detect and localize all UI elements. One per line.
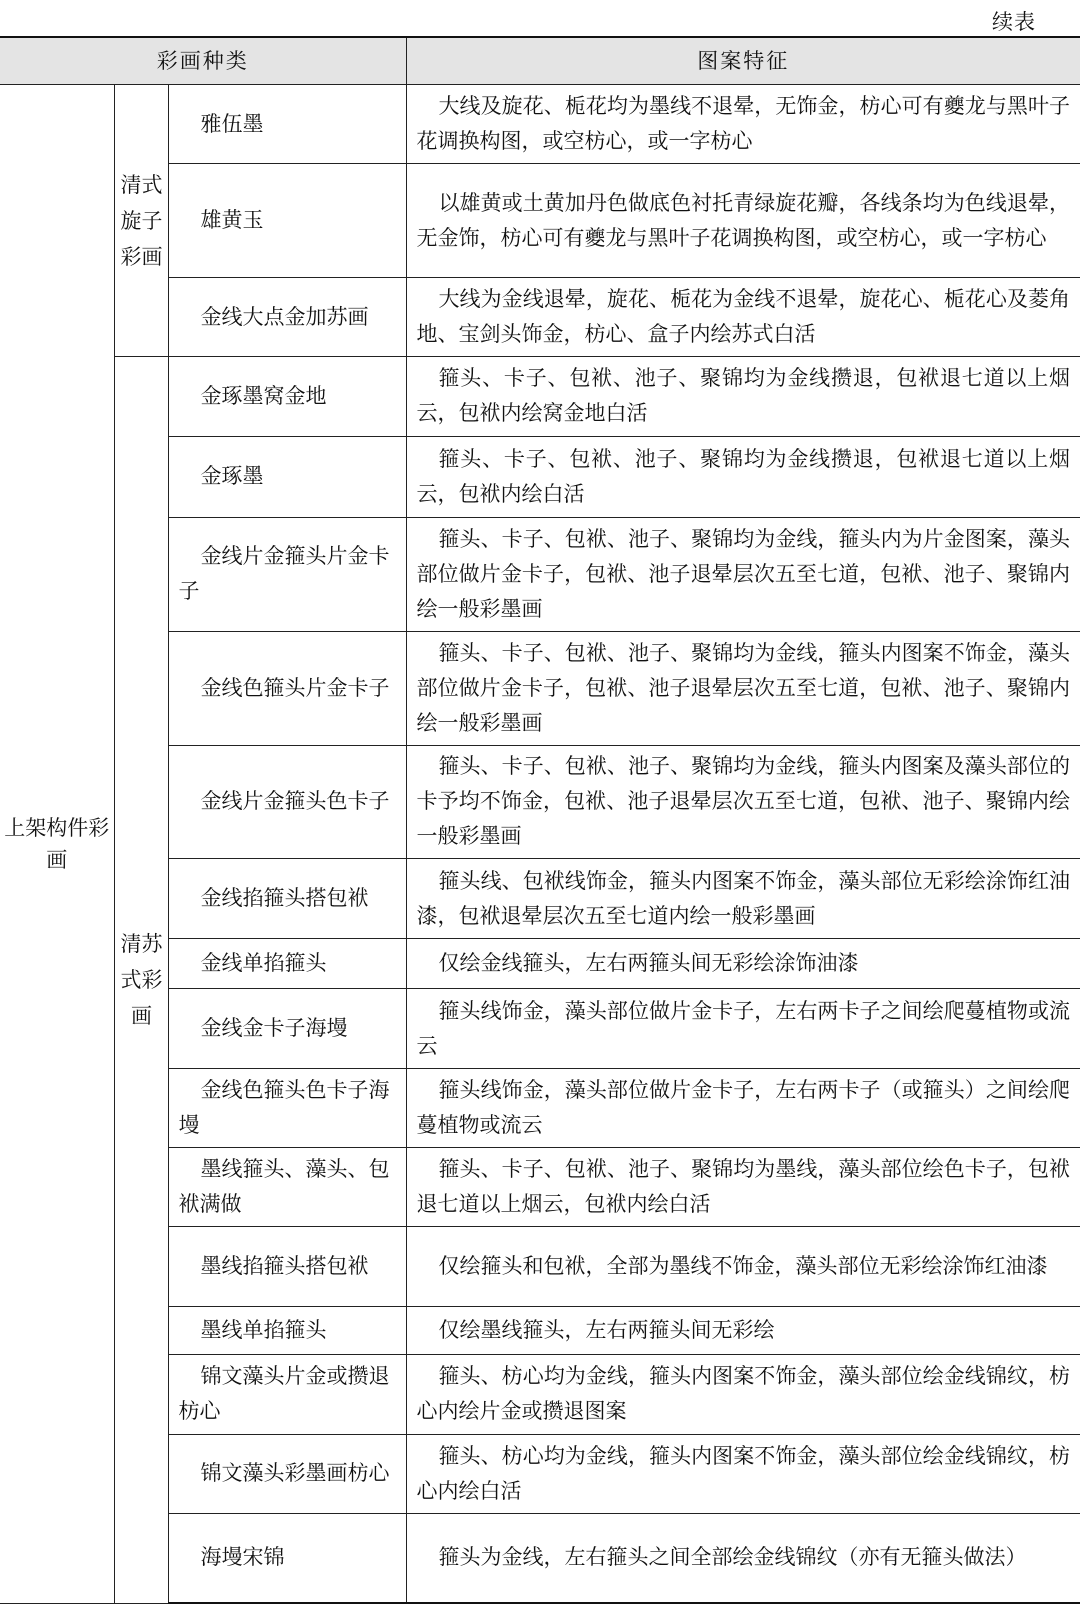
row-name: 墨线箍头、藻头、包袱满做 bbox=[168, 1148, 406, 1227]
row-name: 金线单掐箍头 bbox=[168, 938, 406, 989]
row-desc: 箍头、卡子、包袱、池子、聚锦均为金线，箍头内图案不饰金，藻头部位做片金卡子，包袱、池子退晕层次五至七道，包袱、池子、聚锦内绘一般彩墨画 bbox=[406, 631, 1080, 745]
row-desc: 大线及旋花、栀花均为墨线不退晕，无饰金，枋心可有夔龙与黑叶子花调换构图，或空枋心，或一字枋心 bbox=[406, 85, 1080, 164]
row-desc: 箍头为金线，左右箍头之间全部绘金线锦纹（亦有无箍头做法） bbox=[406, 1513, 1080, 1603]
table-header-row bbox=[0, 37, 1080, 85]
row-desc: 仅绘箍头和包袱，全部为墨线不饰金，藻头部位无彩绘涂饰红油漆 bbox=[406, 1227, 1080, 1306]
row-name: 海墁宋锦 bbox=[168, 1513, 406, 1603]
group-xuanzi: 清式旋子彩画 bbox=[114, 85, 168, 357]
painting-types-table bbox=[0, 36, 1080, 1604]
table-row bbox=[0, 85, 1080, 164]
row-name: 金线色箍头片金卡子 bbox=[168, 631, 406, 745]
row-desc: 大线为金线退晕，旋花、栀花为金线不退晕，旋花心、栀花心及菱角地、宝剑头饰金，枋心、盒子内绘苏式白活 bbox=[406, 278, 1080, 357]
group-top: 上架构件彩画 bbox=[0, 85, 114, 1604]
row-desc: 以雄黄或土黄加丹色做底色衬托青绿旋花瓣，各线条均为色线退晕，无金饰，枋心可有夔龙与黑叶子花调换构图，或空枋心，或一字枋心 bbox=[406, 164, 1080, 278]
row-desc: 箍头、卡子、包袱、池子、聚锦均为金线攒退，包袱退七道以上烟云，包袱内绘白活 bbox=[406, 436, 1080, 517]
row-desc: 箍头、枋心均为金线，箍头内图案不饰金，藻头部位绘金线锦纹，枋心内绘白活 bbox=[406, 1434, 1080, 1513]
row-desc: 箍头、卡子、包袱、池子、聚锦均为金线，箍头内图案及藻头部位的卡予均不饰金，包袱、池子退晕层次五至七道，包袱、池子、聚锦内绘一般彩墨画 bbox=[406, 745, 1080, 859]
row-name: 金线片金箍头片金卡子 bbox=[168, 517, 406, 631]
row-name: 墨线单掐箍头 bbox=[168, 1306, 406, 1355]
header-feature: 图案特征 bbox=[406, 37, 1080, 85]
row-name: 锦文藻头彩墨画枋心 bbox=[168, 1434, 406, 1513]
row-desc: 箍头、卡子、包袱、池子、聚锦均为墨线，藻头部位绘色卡子，包袱退七道以上烟云，包袱内绘白活 bbox=[406, 1148, 1080, 1227]
row-desc: 箍头线饰金，藻头部位做片金卡子，左右两卡子之间绘爬蔓植物或流云 bbox=[406, 989, 1080, 1068]
table-row bbox=[0, 357, 1080, 436]
row-name: 墨线掐箍头搭包袱 bbox=[168, 1227, 406, 1306]
continued-label: 续表 bbox=[992, 10, 1036, 34]
row-name: 金琢墨 bbox=[168, 436, 406, 517]
row-name: 金线色箍头色卡子海墁 bbox=[168, 1068, 406, 1147]
row-name: 金线片金箍头色卡子 bbox=[168, 745, 406, 859]
row-name: 金线大点金加苏画 bbox=[168, 278, 406, 357]
row-desc: 仅绘金线箍头，左右两箍头间无彩绘涂饰油漆 bbox=[406, 938, 1080, 989]
row-name: 金线掐箍头搭包袱 bbox=[168, 859, 406, 938]
row-name: 锦文藻头片金或攒退枋心 bbox=[168, 1355, 406, 1434]
row-name: 金琢墨窝金地 bbox=[168, 357, 406, 436]
row-name: 雄黄玉 bbox=[168, 164, 406, 278]
row-desc: 仅绘墨线箍头，左右两箍头间无彩绘 bbox=[406, 1306, 1080, 1355]
row-desc: 箍头、枋心均为金线，箍头内图案不饰金，藻头部位绘金线锦纹，枋心内绘片金或攒退图案 bbox=[406, 1355, 1080, 1434]
row-desc: 箍头线、包袱线饰金，箍头内图案不饰金，藻头部位无彩绘涂饰红油漆，包袱退晕层次五至七道内绘一般彩墨画 bbox=[406, 859, 1080, 938]
row-name: 雅伍墨 bbox=[168, 85, 406, 164]
row-desc: 箍头、卡子、包袱、池子、聚锦均为金线，箍头内为片金图案，藻头部位做片金卡子，包袱、池子退晕层次五至七道，包袱、池子、聚锦内绘一般彩墨画 bbox=[406, 517, 1080, 631]
row-desc: 箍头线饰金，藻头部位做片金卡子，左右两卡子（或箍头）之间绘爬蔓植物或流云 bbox=[406, 1068, 1080, 1147]
row-name: 金线金卡子海墁 bbox=[168, 989, 406, 1068]
group-suzhou: 清苏式彩画 bbox=[114, 357, 168, 1603]
row-desc: 箍头、卡子、包袱、池子、聚锦均为金线攒退，包袱退七道以上烟云，包袱内绘窝金地白活 bbox=[406, 357, 1080, 436]
header-category: 彩画种类 bbox=[0, 37, 406, 85]
